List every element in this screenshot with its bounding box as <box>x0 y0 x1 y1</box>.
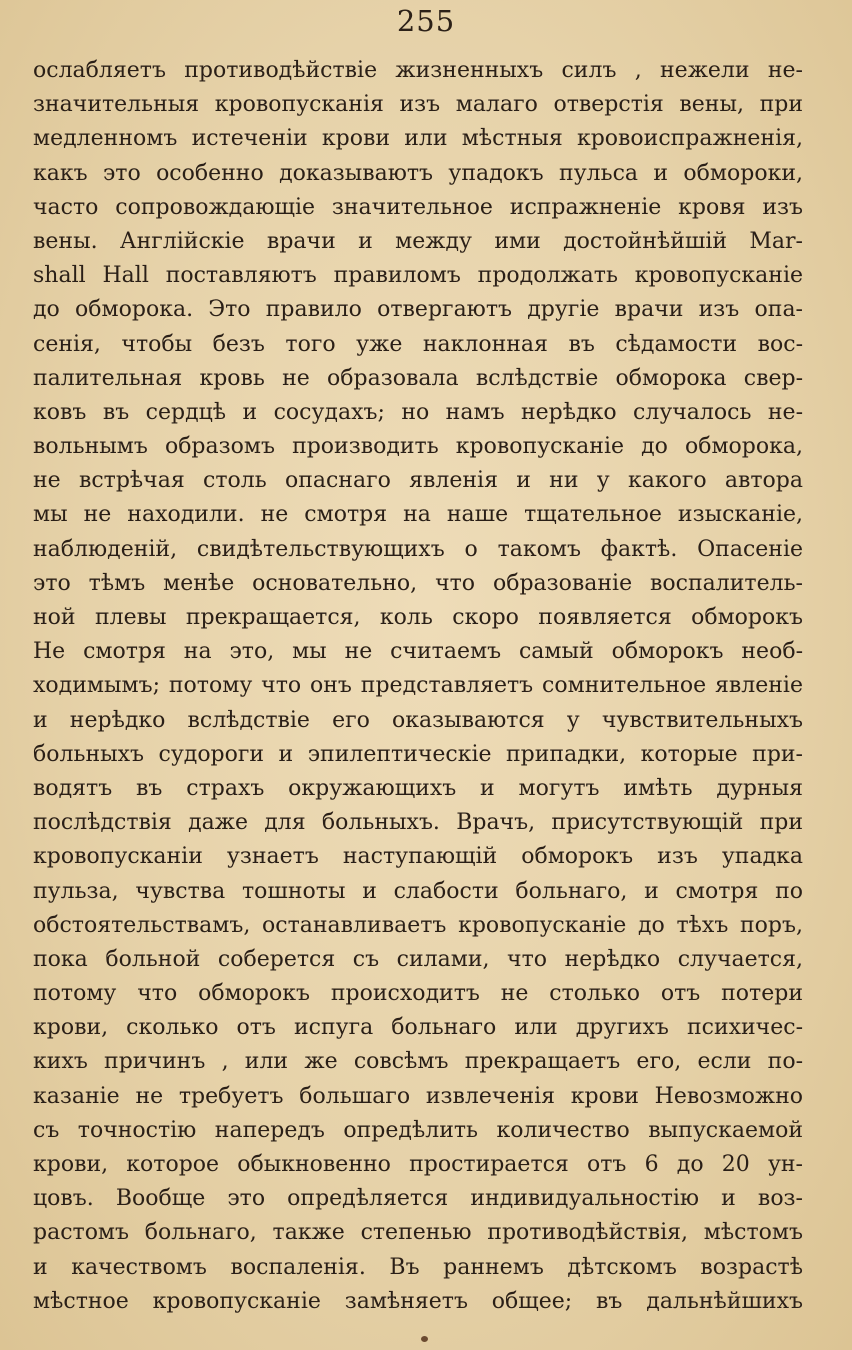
text-line: медленномъ истеченіи крови или мѣстныя кровоиспражненія, <box>33 126 803 152</box>
text-line: кихъ причинъ , или же совсѣмъ прекращаетъ его, если по- <box>33 1049 803 1075</box>
text-line: до обморока. Это правило отвергаютъ другіе врачи изъ опа- <box>33 297 803 323</box>
text-line: Не смотря на это, мы не считаемъ самый обморокъ необ- <box>33 639 803 665</box>
text-line: водятъ въ страхъ окружающихъ и могутъ имѣть дурныя <box>33 775 803 801</box>
text-line: это тѣмъ менѣе основательно, что образованіе воспалитель- <box>33 570 803 596</box>
text-line: крови, которое обыкновенно простирается отъ 6 до 20 ун- <box>33 1152 803 1177</box>
text-line: потому что обморокъ происходитъ не столько отъ потери <box>33 981 803 1007</box>
text-line: кровопусканіи узнаетъ наступающій обморокъ изъ упадка <box>33 844 803 870</box>
page-number: 255 <box>396 4 456 38</box>
text-line: казаніе не требуетъ большаго извлеченія крови Невозможно <box>33 1083 803 1109</box>
text-line: сенія, чтобы безъ того уже наклонная въ сѣдамости вос- <box>33 331 803 357</box>
text-line: какъ это особенно доказываютъ упадокъ пульса и обмороки, <box>33 160 803 186</box>
text-line: съ точностію напередъ опредѣлить количество выпускаемой <box>33 1117 803 1143</box>
text-line: крови, сколько отъ испуга больнаго или другихъ психичес- <box>33 1015 803 1041</box>
text-line: обстоятельствамъ, останавливаетъ кровопусканіе до тѣхъ поръ, <box>33 912 803 938</box>
text-line: наблюденій, свидѣтельствующихъ о такомъ фактѣ. Опасеніе <box>33 536 803 562</box>
text-line: ослабляетъ противодѣйствіе жизненныхъ силъ , нежели не- <box>33 58 803 83</box>
body-text <box>33 54 803 1319</box>
text-line: ковъ въ сердцѣ и сосудахъ; но намъ нерѣдко случалось не- <box>33 399 803 425</box>
text-line: не встрѣчая столь опаснаго явленія и ни у какого автора <box>33 468 803 494</box>
text-line: цовъ. Вообще это опредѣляется индивидуальностію и воз- <box>33 1186 803 1212</box>
text-line: ной плевы прекращается, коль скоро появляется обморокъ <box>33 605 803 630</box>
text-line: больныхъ судороги и эпилептическіе припадки, которые при- <box>33 741 803 767</box>
text-line: вольнымъ образомъ производить кровопусканіе до обморока, <box>33 434 803 460</box>
text-line: послѣдствія даже для больныхъ. Врачъ, присутствующій при <box>33 810 803 836</box>
text-line: часто сопровождающіе значительное испражненіе кровя изъ <box>33 194 803 220</box>
text-line: вены. Англійскіе врачи и между ими достойнѣйшій Mar- <box>33 228 803 254</box>
text-line: мы не находили. не смотря на наше тщательное изысканіе, <box>33 502 803 528</box>
text-line: растомъ больнаго, также степенью противодѣйствія, мѣстомъ <box>33 1220 803 1246</box>
text-line: и нерѣдко вслѣдствіе его оказываются у чувствительныхъ <box>33 707 803 733</box>
text-line: пульза, чувства тошноты и слабости больнаго, и смотря по <box>33 878 803 904</box>
text-line: мѣстное кровопусканіе замѣняетъ общее; въ дальнѣйшихъ <box>33 1288 803 1314</box>
text-line: и качествомъ воспаленія. Въ раннемъ дѣтскомъ возрастѣ <box>33 1254 803 1280</box>
text-line: пока больной соберется съ силами, что нерѣдко случается, <box>33 946 803 972</box>
text-line: shall Hall поставляютъ правиломъ продолжать кровопусканіе <box>33 263 803 289</box>
text-line: ходимымъ; потому что онъ представляетъ сомнительное явленіе <box>33 673 803 699</box>
text-line: палительная кровь не образовала вслѣдствіе обморока свер- <box>33 365 803 391</box>
ink-speck <box>421 1336 428 1342</box>
text-line: значительныя кровопусканія изъ малаго отверстія вены, при <box>33 92 803 118</box>
